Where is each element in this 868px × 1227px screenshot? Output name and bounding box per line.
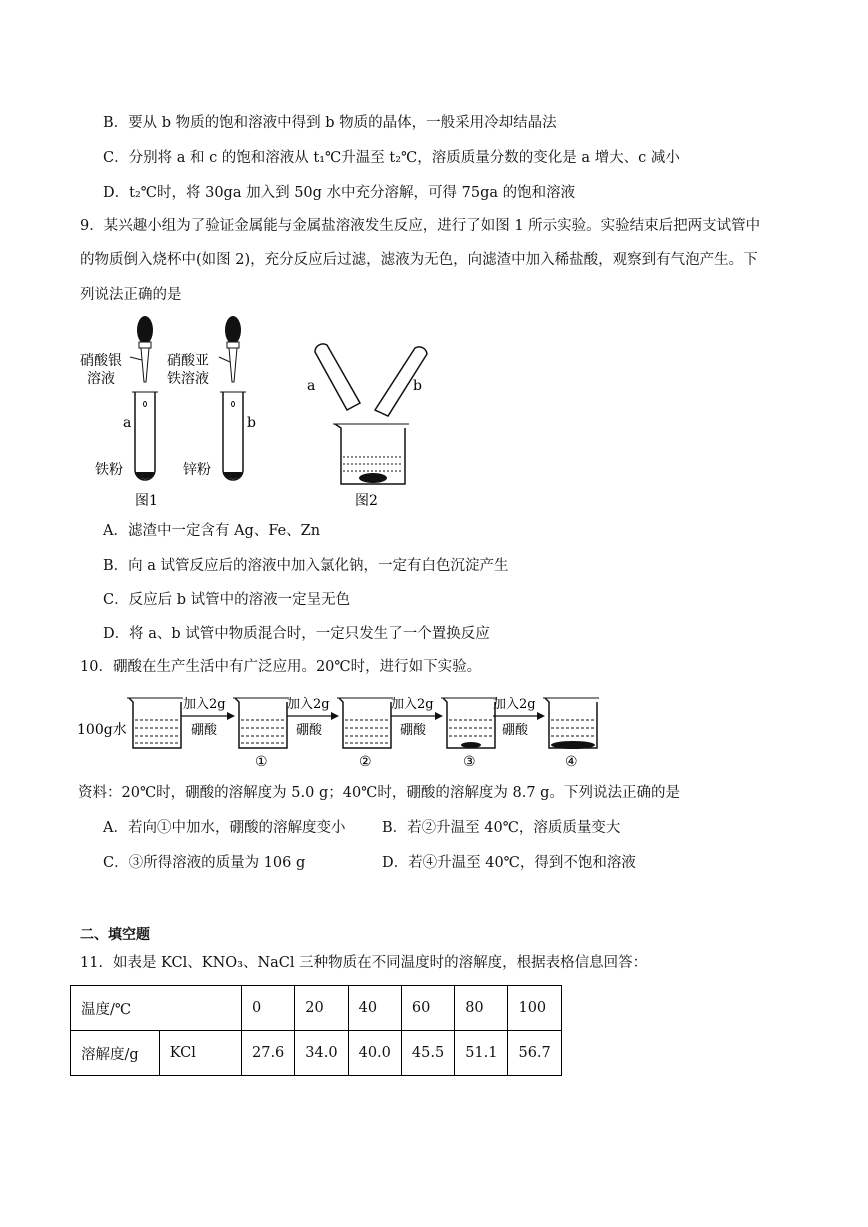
beaker-3-label: ③ bbox=[463, 754, 476, 770]
q9-option-a: A．滤渣中一定含有 Ag、Fe、Zn bbox=[103, 523, 321, 539]
arrow4-top: 加入2g bbox=[493, 697, 536, 712]
pour-tube-a bbox=[315, 344, 360, 410]
dropper1-label-1: 硝酸银 bbox=[80, 353, 122, 369]
q9-option-d: D．将 a、b 试管中物质混合时，一定只发生了一个置换反应 bbox=[103, 626, 490, 642]
q11-stem: 11．如表是 KCl、KNO₃、NaCl 三种物质在不同温度时的溶解度，根据表格信息回答： bbox=[80, 955, 648, 971]
beaker-start bbox=[127, 698, 183, 748]
q10-option-a: A．若向①中加水，硼酸的溶解度变小 bbox=[103, 820, 346, 836]
table-cell: 40 bbox=[348, 986, 401, 1031]
dropper2-label-1: 硝酸亚 bbox=[167, 353, 209, 369]
q10-info: 资料：20℃时，硼酸的溶解度为 5.0 g；40℃时，硼酸的溶解度为 8.7 g。下列说法正确的是 bbox=[78, 785, 680, 801]
beaker-1 bbox=[233, 698, 289, 748]
beaker bbox=[333, 424, 409, 484]
table-cell: 27.6 bbox=[242, 1031, 295, 1076]
powder-zinc-label: 锌粉 bbox=[183, 462, 211, 478]
q9-stem-line2: 的物质倒入烧杯中(如图 2)，充分反应后过滤，滤液为无色，向滤渣中加入稀盐酸，观察到有气泡产生。下 bbox=[80, 252, 758, 268]
dropper1-label-2: 溶液 bbox=[87, 371, 115, 387]
q10-option-c: C．③所得溶液的质量为 106 g bbox=[103, 855, 306, 871]
beaker-4 bbox=[543, 698, 599, 749]
figure-1-caption: 图1 bbox=[135, 493, 158, 509]
beaker-2 bbox=[337, 698, 393, 748]
q9-option-b: B．向 a 试管反应后的溶液中加入氯化钠，一定有白色沉淀产生 bbox=[103, 558, 509, 574]
test-tube-a bbox=[132, 392, 158, 480]
q10-option-d: D．若④升温至 40℃，得到不饱和溶液 bbox=[382, 855, 636, 871]
q8-option-b: B．要从 b 物质的饱和溶液中得到 b 物质的晶体，一般采用冷却结晶法 bbox=[103, 115, 557, 131]
table-cell: 温度/℃ bbox=[71, 986, 242, 1031]
table-cell: KCl bbox=[159, 1031, 241, 1076]
q8-option-d: D．t₂℃时，将 30ga 加入到 50g 水中充分溶解，可得 75ga 的饱和溶液 bbox=[103, 185, 576, 201]
figure-2-caption: 图2 bbox=[355, 493, 378, 509]
pour-tube-a-label: a bbox=[307, 378, 316, 394]
section-title: 二、填空题 bbox=[80, 927, 150, 943]
arrow1-bottom: 硼酸 bbox=[191, 723, 218, 738]
test-tube-b bbox=[220, 392, 246, 480]
arrow4-bottom: 硼酸 bbox=[502, 723, 529, 738]
q9-stem-line1: 9．某兴趣小组为了验证金属能与金属盐溶液发生反应，进行了如图 1 所示实验。实验结束后把两支试管中 bbox=[80, 218, 761, 234]
beaker-4-label: ④ bbox=[565, 754, 578, 770]
arrow3-top: 加入2g bbox=[391, 697, 434, 712]
solubility-table bbox=[70, 985, 562, 1076]
beaker-1-label: ① bbox=[255, 754, 268, 770]
table-row bbox=[71, 1031, 562, 1076]
q9-stem-line3: 列说法正确的是 bbox=[80, 287, 182, 303]
table-cell: 20 bbox=[295, 986, 348, 1031]
table-cell: 45.5 bbox=[401, 1031, 454, 1076]
q10-figure bbox=[75, 690, 615, 770]
table-cell: 80 bbox=[455, 986, 508, 1031]
q9-option-c: C．反应后 b 试管中的溶液一定呈无色 bbox=[103, 592, 351, 608]
table-cell: 34.0 bbox=[295, 1031, 348, 1076]
table-cell: 60 bbox=[401, 986, 454, 1031]
q10-option-b: B．若②升温至 40℃，溶质质量变大 bbox=[382, 820, 621, 836]
powder-iron-label: 铁粉 bbox=[95, 462, 123, 478]
table-cell: 51.1 bbox=[455, 1031, 508, 1076]
tube-a-label: a bbox=[123, 415, 132, 431]
table-cell: 溶解度/g bbox=[71, 1031, 160, 1076]
table-cell: 0 bbox=[242, 986, 295, 1031]
pour-tube-b-label: b bbox=[413, 378, 422, 394]
table-row bbox=[71, 986, 562, 1031]
beaker-2-label: ② bbox=[359, 754, 372, 770]
arrow3-bottom: 硼酸 bbox=[400, 723, 427, 738]
dropper-2 bbox=[219, 316, 241, 382]
q10-stem: 10．硼酸在生产生活中有广泛应用。20℃时，进行如下实验。 bbox=[80, 659, 482, 675]
table-cell: 56.7 bbox=[508, 1031, 561, 1076]
table-cell: 40.0 bbox=[348, 1031, 401, 1076]
dropper2-label-2: 铁溶液 bbox=[167, 371, 209, 387]
dropper-1 bbox=[130, 316, 153, 382]
arrow2-bottom: 硼酸 bbox=[296, 723, 323, 738]
water-label: 100g水 bbox=[77, 722, 127, 738]
tube-b-label: b bbox=[247, 415, 256, 431]
q9-figure bbox=[75, 312, 475, 512]
table-cell: 100 bbox=[508, 986, 561, 1031]
beaker-3 bbox=[441, 698, 497, 748]
q8-option-c: C．分别将 a 和 c 的饱和溶液从 t₁℃升温至 t₂℃，溶质质量分数的变化是 a 增大、c 减小 bbox=[103, 150, 680, 166]
arrow2-top: 加入2g bbox=[287, 697, 330, 712]
arrow1-top: 加入2g bbox=[183, 697, 226, 712]
